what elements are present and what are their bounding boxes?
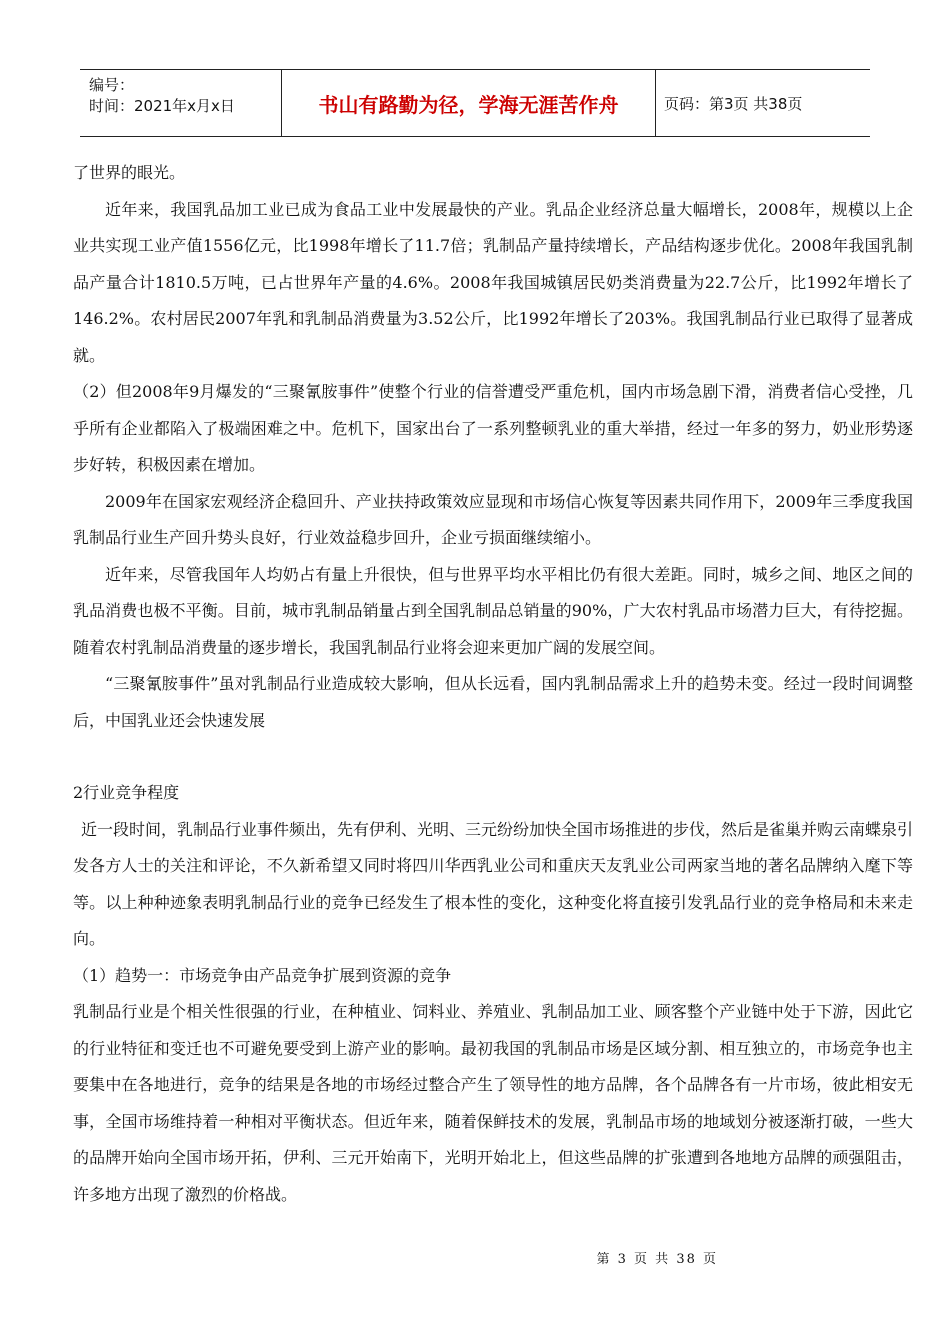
paragraph: 近年来，我国乳品加工业已成为食品工业中发展最快的产业。乳品企业经济总量大幅增长，2008年，规模以上企业共实现工业产值1556亿元，比1998年增长了11.7倍；乳制品产量持续增长，产品结构逐步优化。2008年我国乳制品产量合计1810.5万吨，已占世界年产量的4.6%。2008年我国城镇居民奶类消费量为22.7公斤，比1992年增长了146.2%。农村居民2007年乳和乳制品消费量为3.52公斤，比1992年增长了203%。我国乳制品行业已取得了显著成就。 [73,199,913,365]
paragraph: 近年来，尽管我国年人均奶占有量上升很快，但与世界平均水平相比仍有很大差距。同时，城乡之间、地区之间的乳品消费也极不平衡。目前，城市乳制品销量占到全国乳制品总销量的90%，广大农村乳品市场潜力巨大，有待挖掘。随着农村乳制品消费量的逐步增长，我国乳制品行业将会迎来更加广阔的发展空间。 [73,564,913,657]
paragraph: 乳制品行业是个相关性很强的行业，在种植业、饲料业、养殖业、乳制品加工业、顾客整个产业链中处于下游，因此它的行业特征和变迁也不可避免要受到上游产业的影响。最初我国的乳制品市场是区域分割、相互独立的，市场竞争也主要集中在各地进行，竞争的结果是各地的市场经过整合产生了领导性的地方品牌，各个品牌各有一片市场，彼此相安无事，全国市场维持着一种相对平衡状态。但近年来，随着保鲜技术的发展，乳制品市场的地域划分被逐渐打破，一些大的品牌开始向全国市场开拓，伊利、三元开始南下，光明开始北上，但这些品牌的扩张遭到各地地方品牌的顽强阻击，许多地方出现了激烈的价格战。 [73,1002,913,1204]
paragraph: “三聚氰胺事件”虽对乳制品行业造成较大影响，但从长远看，国内乳制品需求上升的趋势未变。经过一段时间调整后，中国乳业还会快速发展 [73,674,913,730]
header-page-info: 页码：第3页 共38页 [664,94,803,113]
paragraph: 2009年在国家宏观经济企稳回升、产业扶持政策效应显现和市场信心恢复等因素共同作用下，2009年三季度我国乳制品行业生产回升势头良好，行业效益稳步回升，企业亏损面继续缩小。 [73,491,913,547]
page-footer: 第 3 页 共 38 页 [596,1252,718,1267]
document-number-label: 编号： [89,76,135,94]
document-body [73,155,913,1213]
page-header [80,69,870,137]
paragraph: 近一段时间，乳制品行业事件频出，先有伊利、光明、三元纷纷加快全国市场推进的步伐，然后是雀巢并购云南蝶泉引发各方人士的关注和评论，不久新希望又同时将四川华西乳业公司和重庆天友乳业公司两家当地的著名品牌纳入麾下等等。以上种种迹象表明乳制品行业的竞争已经发生了根本性的变化，这种变化将直接引发乳品行业的竞争格局和未来走向。 [73,819,914,948]
subsection-heading: （1）趋势一：市场竞争由产品竞争扩展到资源的竞争 [73,965,452,985]
document-date: 时间：2021年x月x日 [89,97,235,115]
header-motto: 书山有路勤为径，学海无涯苦作舟 [282,70,656,136]
blank-line [73,739,913,775]
section-heading: 2行业竞争程度 [73,783,180,802]
paragraph: 了世界的眼光。 [73,163,186,182]
paragraph: （2）但2008年9月爆发的“三聚氰胺事件”使整个行业的信誉遭受严重危机，国内市场急剧下滑，消费者信心受挫，几乎所有企业都陷入了极端困难之中。危机下，国家出台了一系列整顿乳业的重大举措，经过一年多的努力，奶业形势逐步好转，积极因素在增加。 [73,382,913,474]
header-meta [80,70,282,136]
